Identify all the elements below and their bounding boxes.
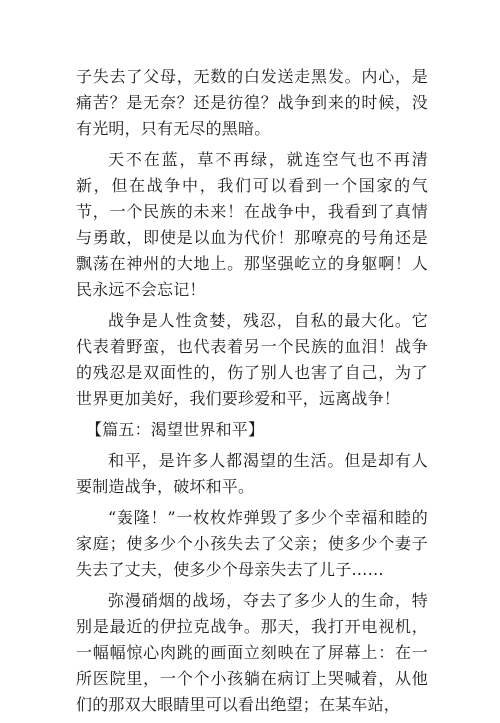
paragraph: 天不在蓝，草不再绿，就连空气也不再清新，但在战争中，我们可以看到一个国家的气节，一个民族的未来！在战争中，我看到了真情与勇敢，即使是以血为代价！那嘹亮的号角还是飘荡在神州的大地上。那坚强屹立的身躯啊！人民永远不会忘记！ [76,150,428,299]
essay-body [76,64,428,723]
section-heading: 【篇五：渴望世界和平】 [86,420,265,439]
paragraph: 和平，是许多人都渴望的生活。但是却有人要制造战争，破坏和平。 [76,451,428,496]
paragraph: 弥漫硝烟的战场，夺去了多少人的生命，特别是最近的伊拉克战争。那天，我打开电视机，一幅幅惊心肉跳的画面立刻映在了屏幕上：在一所医院里，一个个小孩躺在病订上哭喊着，从他们的那双大眼睛里可以看出绝望；在某车站， [76,591,428,714]
paragraph-continued: 子失去了父母，无数的白发送走黑发。内心，是痛苦？是无奈？还是彷徨？战争到来的时候，没有光明，只有无尽的黑暗。 [76,67,428,138]
paragraph: 战争是人性贪婪，残忍，自私的最大化。它代表着野蛮，也代表着另一个民族的血泪！战争的残忍是双面性的，伤了别人也害了自己，为了世界更加美好，我们要珍爱和平，远离战争！ [76,311,428,408]
paragraph: “轰隆！”一枚枚炸弹毁了多少个幸福和睦的家庭；使多少个小孩失去了父亲；使多少个妻子失去了丈夫，使多少个母亲失去了儿子…… [76,508,428,579]
